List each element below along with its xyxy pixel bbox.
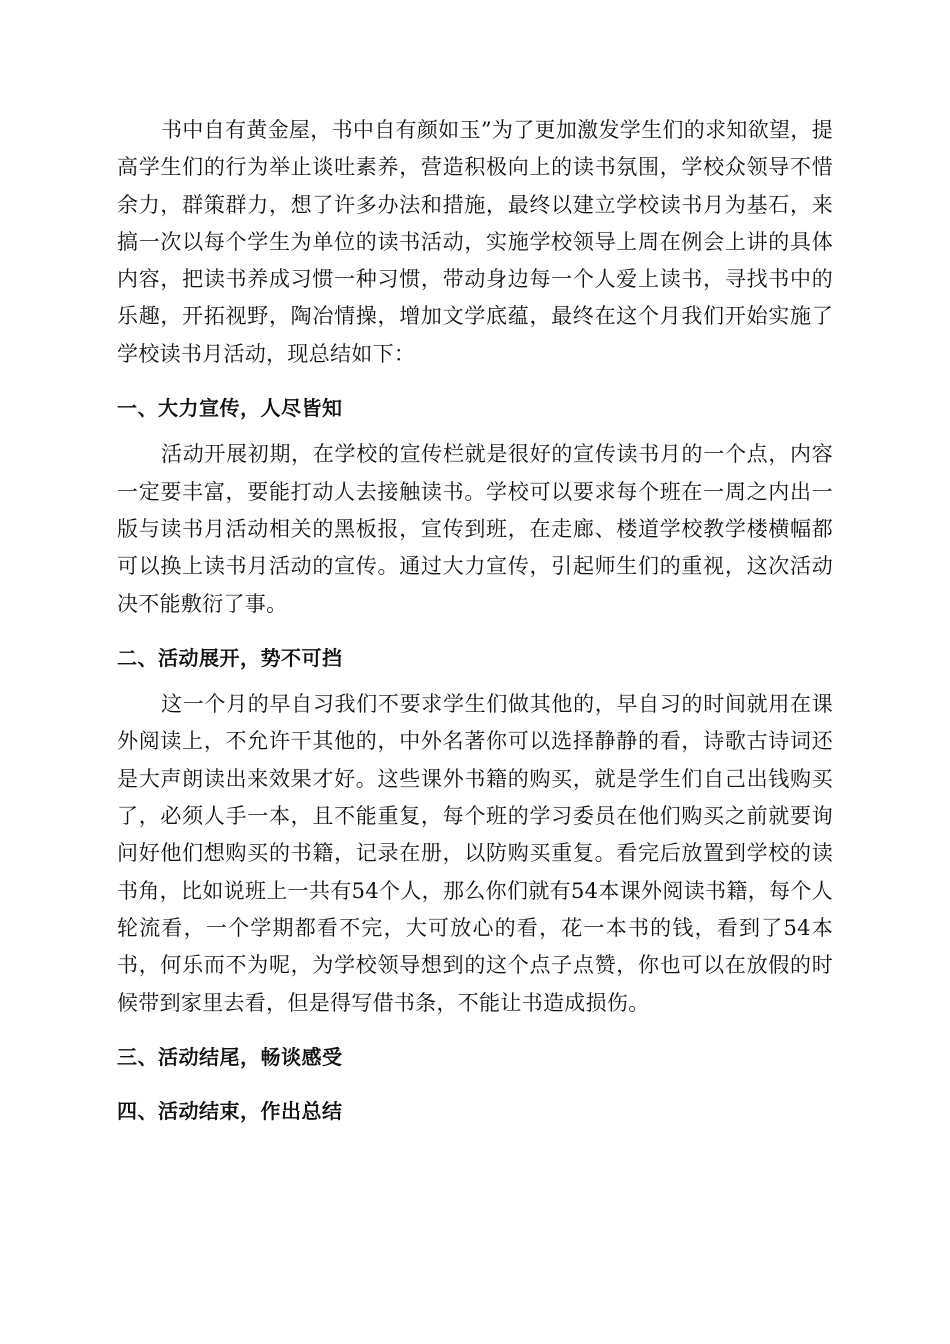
spacer (117, 427, 833, 436)
section-heading-2: 二、活动展开，势不可挡 (117, 645, 343, 670)
spacer (117, 1022, 833, 1039)
section-heading-1: 一、大力宣传，人尽皆知 (117, 396, 343, 421)
section-body-1: 活动开展初期，在学校的宣传栏就是很好的宣传读书月的一个点，内容一定要丰富，要能打动人去接触读书。学校可以要求每个班在一周之内出一版与读书月活动相关的黑板报，宣传到班，在走廊、楼道学校教学楼横幅都可以换上读书月活动的宣传。通过大力宣传，引起师生们的重视，这次活动决不能敷衍了事。 (117, 442, 833, 616)
intro-paragraph: 书中自有黄金屋，书中自有颜如玉”为了更加激发学生们的求知欲望，提高学生们的行为举止谈吐素养，营造积极向上的读书氛围，学校众领导不惜余力，群策群力，想了许多办法和措施，最终以建立学校读书月为基石，来搞一次以每个学生为单位的读书活动，实施学校领导上周在例会上讲的具体内容，把读书养成习惯一种习惯，带动身边每一个人爱上读书，寻找书中的乐趣，开拓视野，陶冶情操，增加文学底蕴，最终在这个月我们开始实施了学校读书月活动，现总结如下： (117, 118, 833, 366)
spacer (117, 1076, 833, 1093)
spacer (117, 373, 833, 390)
spacer (117, 677, 833, 686)
section-body-2: 这一个月的早自习我们不要求学生们做其他的，早自习的时间就用在课外阅读上，不允许干其他的，中外名著你可以选择静静的看，诗歌古诗词还是大声朗读出来效果才好。这些课外书籍的购买，就是学生们自己出钱购买了，必须人手一本，且不能重复，每个班的学习委员在他们购买之前就要询问好他们想购买的书籍，记录在册，以防购买重复。看完后放置到学校的读书角，比如说班上一共有54个人，那么你们就有54本课外阅读书籍，每个人轮流看，一个学期都看不完，大可放心的看，花一本书的钱，看到了54本书，何乐而不为呢，为学校领导想到的这个点子点赞，你也可以在放假的时候带到家里去看，但是得写借书条，不能让书造成损伤。 (117, 692, 833, 1015)
document-body (117, 112, 833, 1130)
spacer (117, 623, 833, 640)
section-heading-3: 三、活动结尾，畅谈感受 (117, 1044, 343, 1069)
section-heading-4: 四、活动结束，作出总结 (117, 1099, 343, 1124)
